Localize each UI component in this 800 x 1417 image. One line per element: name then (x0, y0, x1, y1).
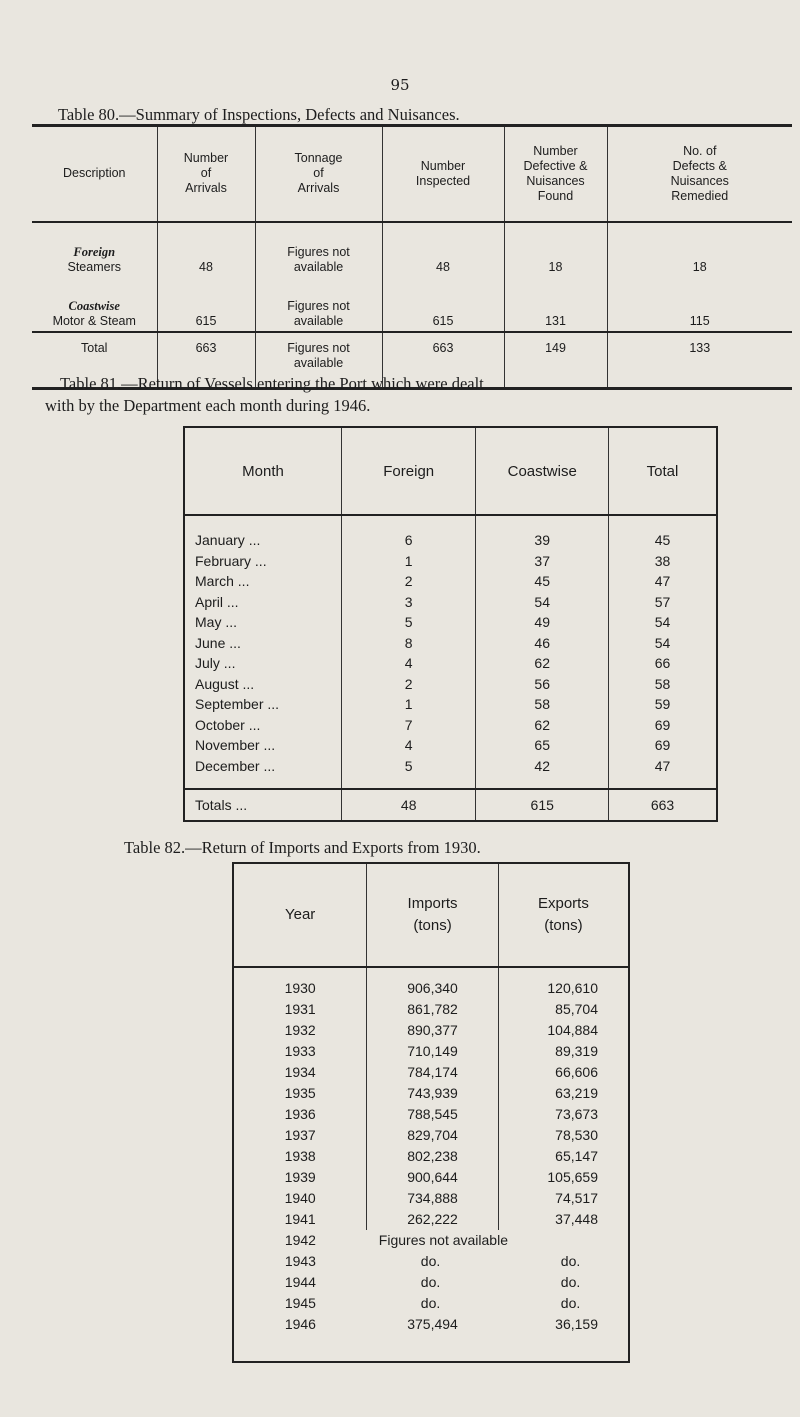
month-cell: December ... (195, 757, 276, 774)
foreign-cell: 1 (341, 694, 475, 715)
coastwise-cell: 39 (476, 515, 609, 551)
inspected-cell: 615 (382, 277, 504, 332)
total-cell: 66 (609, 653, 718, 674)
defective-cell: 131 (504, 277, 607, 332)
foreign-cell: 5 (341, 612, 475, 633)
arrivals-cell: 48 (157, 222, 255, 277)
tonnage-cell: Figures not available (255, 222, 382, 277)
header-month: Month (184, 427, 341, 515)
table-row (233, 1167, 629, 1188)
year-cell: 1935 (284, 1085, 316, 1101)
total-cell: 38 (609, 551, 718, 572)
exports-cell: 74,517 (555, 1190, 598, 1206)
table-81 (183, 426, 718, 822)
total-cell: 54 (609, 633, 718, 654)
exports-cell: 104,884 (547, 1022, 598, 1038)
unavailable-text: Figures not available (378, 1232, 508, 1248)
imports-cell: 784,174 (367, 1062, 499, 1083)
year-cell: 1937 (284, 1127, 316, 1143)
table-81-title: Table 81.—Return of Vessels entering the Port which were dealt with by the Department each month during 1946. (45, 374, 484, 415)
table-row (233, 1125, 629, 1146)
total-cell: 47 (609, 756, 718, 790)
month-cell: January ... (195, 532, 261, 549)
table-row (184, 612, 717, 633)
month-cell: September ... (195, 696, 280, 713)
exports-cell: 105,659 (547, 1169, 598, 1185)
coastwise-cell: 45 (476, 571, 609, 592)
total-cell: 54 (609, 612, 718, 633)
exports-cell: 66,606 (555, 1064, 598, 1080)
total-cell: 69 (609, 735, 718, 756)
total-label: Total (32, 332, 157, 389)
total-cell: 59 (609, 694, 718, 715)
table-row (32, 222, 792, 277)
year-cell: 1936 (284, 1106, 316, 1122)
remedied-cell: 18 (607, 222, 792, 277)
table-row (184, 756, 717, 790)
header-foreign: Foreign (341, 427, 475, 515)
year-cell: 1943 (284, 1253, 316, 1269)
exports-cell: 37,448 (555, 1211, 598, 1227)
totals-foreign: 48 (341, 789, 475, 821)
imports-cell: 861,782 (367, 999, 499, 1020)
table-80-title: Table 80.—Summary of Inspections, Defects and Nuisances. (58, 105, 460, 124)
coastwise-cell: 65 (476, 735, 609, 756)
table-row (184, 551, 717, 572)
table-81-header-row (184, 427, 717, 515)
table-row (184, 715, 717, 736)
unavailable-cell (367, 1230, 629, 1251)
imports-cell: 906,340 (367, 967, 499, 999)
total-cell: 58 (609, 674, 718, 695)
imports-cell: 890,377 (367, 1020, 499, 1041)
table-row (233, 1293, 629, 1314)
year-cell: 1930 (284, 980, 316, 996)
table-80-header-row (32, 126, 792, 222)
month-cell: June ... (195, 634, 241, 651)
tonnage-cell: Figures not available (255, 332, 382, 389)
defective-cell: 18 (504, 222, 607, 277)
foreign-cell: 7 (341, 715, 475, 736)
coastwise-cell: 37 (476, 551, 609, 572)
table-row (233, 1020, 629, 1041)
table-82-header-row (233, 863, 629, 967)
foreign-cell: 5 (341, 756, 475, 790)
month-cell: November ... (195, 737, 276, 754)
unavailable-cell (367, 1272, 629, 1293)
exports-cell: 78,530 (555, 1127, 598, 1143)
month-cell: April ... (195, 593, 239, 610)
year-cell: 1931 (284, 1001, 316, 1017)
exports-cell: 63,219 (555, 1085, 598, 1101)
table-row (233, 1083, 629, 1104)
header-imports: Imports (tons) (367, 863, 499, 967)
table-row (32, 277, 792, 332)
coastwise-cell: 58 (476, 694, 609, 715)
total-cell: 57 (609, 592, 718, 613)
year-cell: 1942 (284, 1232, 316, 1248)
table-row (233, 1188, 629, 1209)
exports-cell: 36,159 (555, 1316, 598, 1332)
table-row (184, 633, 717, 654)
table-row (233, 1104, 629, 1125)
header-year: Year (233, 863, 367, 967)
foreign-cell: 8 (341, 633, 475, 654)
year-cell: 1946 (284, 1316, 316, 1332)
table-row (233, 1251, 629, 1272)
table-row (184, 674, 717, 695)
year-cell: 1938 (284, 1148, 316, 1164)
imports-cell: 788,545 (367, 1104, 499, 1125)
unavailable-cell (367, 1251, 629, 1272)
year-cell: 1934 (284, 1064, 316, 1080)
exports-cell: 120,610 (547, 980, 598, 996)
month-cell: August ... (195, 675, 255, 692)
arrivals-cell: 615 (157, 277, 255, 332)
year-cell: 1939 (284, 1169, 316, 1185)
imports-ditto: do. (420, 1295, 441, 1311)
exports-cell: 73,673 (555, 1106, 598, 1122)
header-total: Total (609, 427, 718, 515)
totals-total: 663 (609, 789, 718, 821)
imports-cell: 262,222 (367, 1209, 499, 1230)
year-cell: 1932 (284, 1022, 316, 1038)
remedied-cell: 133 (607, 332, 792, 389)
table-row (233, 1272, 629, 1293)
coastwise-cell: 46 (476, 633, 609, 654)
header-tonnage: Tonnage of Arrivals (255, 126, 382, 222)
foreign-cell: 6 (341, 515, 475, 551)
foreign-cell: 3 (341, 592, 475, 613)
foreign-cell: 4 (341, 653, 475, 674)
page-number: 95 (390, 76, 410, 94)
header-defective: Number Defective & Nuisances Found (504, 126, 607, 222)
total-cell: 47 (609, 571, 718, 592)
total-cell: 45 (609, 515, 718, 551)
table-82 (232, 862, 630, 1363)
month-cell: July ... (195, 655, 236, 672)
table-row (233, 1146, 629, 1167)
inspected-cell: 663 (382, 332, 504, 389)
imports-cell: 734,888 (367, 1188, 499, 1209)
coastwise-cell: 49 (476, 612, 609, 633)
month-cell: October ... (195, 716, 261, 733)
table-row (233, 999, 629, 1020)
imports-cell: 829,704 (367, 1125, 499, 1146)
foreign-cell: 4 (341, 735, 475, 756)
unavailable-cell (367, 1293, 629, 1314)
month-cell: February ... (195, 552, 267, 569)
tonnage-cell: Figures not available (255, 277, 382, 332)
description-cell: Foreign Steamers (67, 244, 121, 274)
table-row (233, 967, 629, 999)
imports-cell: 900,644 (367, 1167, 499, 1188)
arrivals-cell: 663 (157, 332, 255, 389)
imports-ditto: do. (420, 1274, 441, 1290)
description-cell: Coastwise Motor & Steam (52, 298, 136, 328)
header-description: Description (32, 126, 157, 222)
table-row (233, 1041, 629, 1062)
table-totals-row (184, 789, 717, 821)
header-exports: Exports (tons) (498, 863, 629, 967)
table-row (233, 1062, 629, 1083)
imports-cell: 743,939 (367, 1083, 499, 1104)
foreign-cell: 1 (341, 551, 475, 572)
table-row (233, 1209, 629, 1230)
imports-cell: 802,238 (367, 1146, 499, 1167)
table-row (233, 1314, 629, 1362)
exports-ditto: do. (560, 1253, 581, 1269)
coastwise-cell: 62 (476, 715, 609, 736)
coastwise-cell: 54 (476, 592, 609, 613)
inspected-cell: 48 (382, 222, 504, 277)
defective-cell: 149 (504, 332, 607, 389)
exports-cell: 65,147 (555, 1148, 598, 1164)
year-cell: 1941 (284, 1211, 316, 1227)
month-cell: May ... (195, 614, 238, 631)
totals-coastwise: 615 (476, 789, 609, 821)
table-82-title: Table 82.—Return of Imports and Exports from 1930. (124, 838, 481, 857)
foreign-cell: 2 (341, 674, 475, 695)
total-cell: 69 (609, 715, 718, 736)
exports-ditto: do. (560, 1274, 581, 1290)
header-remedied: No. of Defects & Nuisances Remedied (607, 126, 792, 222)
header-arrivals: Number of Arrivals (157, 126, 255, 222)
remedied-cell: 115 (607, 277, 792, 332)
table-row (184, 592, 717, 613)
year-cell: 1944 (284, 1274, 316, 1290)
coastwise-cell: 56 (476, 674, 609, 695)
year-cell: 1933 (284, 1043, 316, 1059)
exports-ditto: do. (560, 1295, 581, 1311)
header-inspected: Number Inspected (382, 126, 504, 222)
exports-cell: 89,319 (555, 1043, 598, 1059)
table-row (184, 571, 717, 592)
totals-label: Totals ... (184, 789, 341, 821)
table-row (184, 694, 717, 715)
header-coastwise: Coastwise (476, 427, 609, 515)
table-80 (32, 124, 792, 390)
year-cell: 1945 (284, 1295, 316, 1311)
coastwise-cell: 42 (476, 756, 609, 790)
foreign-cell: 2 (341, 571, 475, 592)
imports-cell: 375,494 (407, 1316, 458, 1332)
imports-ditto: do. (420, 1253, 441, 1269)
month-cell: March ... (195, 573, 250, 590)
table-row (184, 515, 717, 551)
exports-cell: 85,704 (555, 1001, 598, 1017)
table-row (233, 1230, 629, 1251)
table-row (184, 653, 717, 674)
coastwise-cell: 62 (476, 653, 609, 674)
table-row (184, 735, 717, 756)
imports-cell: 710,149 (367, 1041, 499, 1062)
year-cell: 1940 (284, 1190, 316, 1206)
